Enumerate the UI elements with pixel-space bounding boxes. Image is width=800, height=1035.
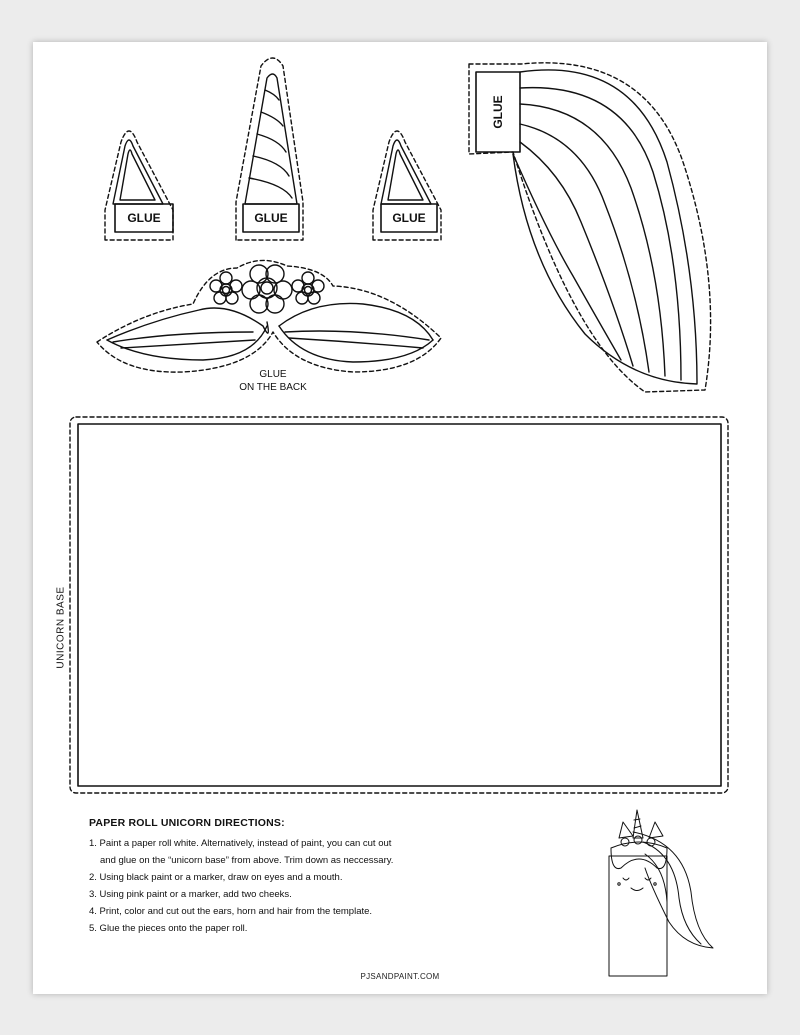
flower-left-icon [210, 272, 242, 304]
site-footer: PJSANDPAINT.COM [360, 972, 440, 981]
direction-step: and glue on the “unicorn base” from above. Trim down as neccessary. [100, 855, 394, 866]
directions-section [89, 817, 509, 937]
right-ear-glue-label: GLUE [392, 211, 426, 225]
mane-piece [469, 63, 711, 392]
horn-glue-label: GLUE [254, 211, 288, 225]
unicorn-base-label: UNICORN BASE [55, 586, 67, 669]
glue-note-line2: ON THE BACK [239, 382, 307, 393]
direction-step: 2. Using black paint or a marker, draw on eyes and a mouth. [89, 872, 343, 883]
glue-note-line1: GLUE [259, 369, 287, 380]
printable-page [33, 42, 767, 994]
unicorn-base-piece [70, 417, 728, 793]
mane-glue-label: GLUE [491, 95, 505, 129]
directions-title: PAPER ROLL UNICORN DIRECTIONS: [89, 817, 285, 829]
direction-step: 5. Glue the pieces onto the paper roll. [89, 923, 248, 934]
direction-step: 1. Paint a paper roll white. Alternatively, instead of paint, you can cut out [89, 838, 392, 849]
flower-right-icon [292, 272, 324, 304]
left-ear-glue-label: GLUE [127, 211, 161, 225]
directions-list [89, 835, 509, 937]
forelock-piece [97, 260, 441, 372]
direction-step: 3. Using pink paint or a marker, add two cheeks. [89, 889, 292, 900]
forelock-glue-note [213, 368, 333, 394]
finished-unicorn-preview [609, 810, 713, 976]
direction-step: 4. Print, color and cut out the ears, horn and hair from the template. [89, 906, 373, 917]
flower-center-icon [242, 265, 292, 313]
